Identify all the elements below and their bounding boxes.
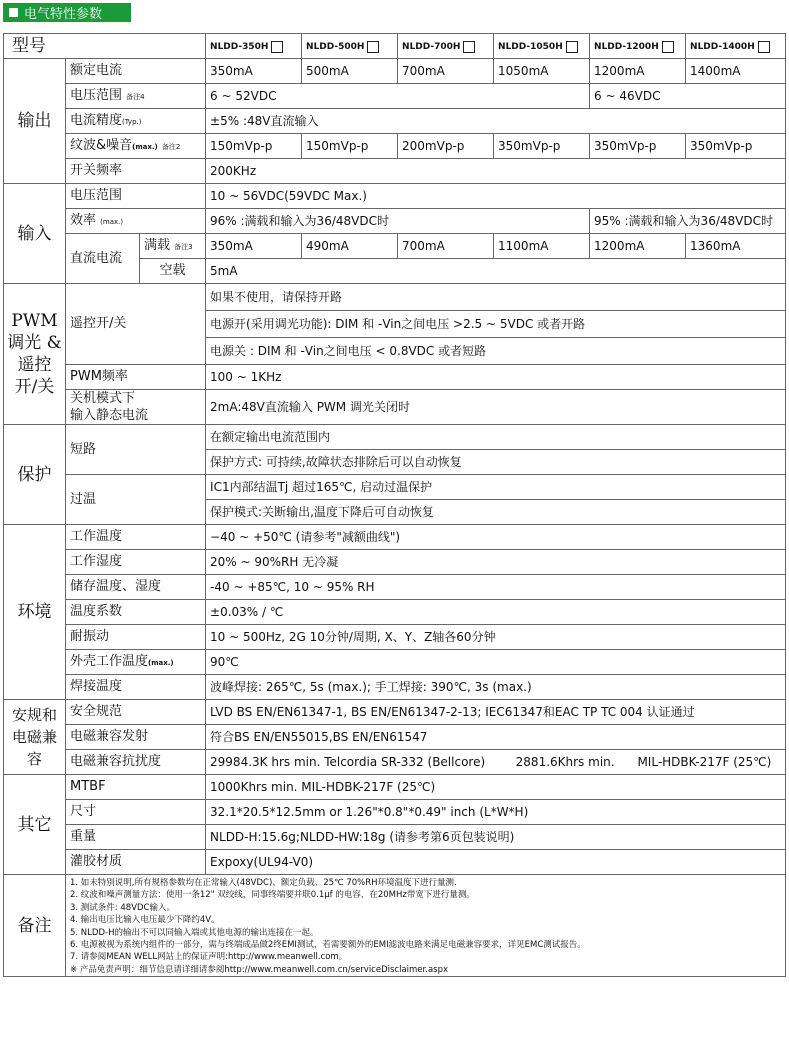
spec-label: MTBF: [66, 775, 206, 800]
spec-label: 灌胶材质: [66, 850, 206, 875]
spec-value: -40 ~ +85℃, 10 ~ 95% RH: [206, 575, 786, 600]
spec-label: 纹波&噪音(max.) 备注2: [66, 134, 206, 159]
spec-value: 1200mA: [590, 234, 686, 259]
spec-label: PWM频率: [66, 365, 206, 390]
spec-value: 保护模式:关断输出,温度下降后可自动恢复: [206, 500, 786, 525]
spec-value: 1100mA: [494, 234, 590, 259]
spec-value: 1050mA: [494, 59, 590, 84]
square-bullet-icon: [9, 8, 18, 17]
spec-label: 电磁兼容发射: [66, 725, 206, 750]
spec-value: 350mVp-p: [590, 134, 686, 159]
spec-value: 2mA:48V直流输入 PWM 调光关闭时: [206, 390, 786, 425]
model-cell: NLDD-700H: [398, 34, 494, 59]
checkbox-icon: [758, 41, 770, 53]
spec-label: 重量: [66, 825, 206, 850]
spec-value: 700mA: [398, 234, 494, 259]
spec-value: 波峰焊接: 265℃, 5s (max.); 手工焊接: 390℃, 3s (max.): [206, 675, 786, 700]
spec-sublabel: 满载 备注3: [140, 234, 206, 259]
spec-value: 符合BS EN/EN55015,BS EN/EN61547: [206, 725, 786, 750]
spec-label: 外壳工作温度(max.): [66, 650, 206, 675]
spec-label: 短路: [66, 425, 206, 475]
spec-value: 6 ~ 46VDC: [590, 84, 786, 109]
spec-label: 效率 (max.): [66, 209, 206, 234]
spec-table: [3, 33, 786, 977]
spec-value: 在额定输出电流范围内: [206, 425, 786, 450]
remark-line: 4. 输出电压比输入电压最少下降约4V。: [70, 915, 220, 926]
checkbox-icon: [566, 41, 578, 53]
spec-value: LVD BS EN/EN61347-1, BS EN/EN61347-2-13; IEC61347和EAC TP TC 004 认证通过: [206, 700, 786, 725]
spec-value: 1400mA: [686, 59, 786, 84]
spec-label: 储存温度、湿度: [66, 575, 206, 600]
spec-label: 额定电流: [66, 59, 206, 84]
remark-line: 3. 测试条件: 48VDC输入。: [70, 902, 175, 913]
spec-value: NLDD-H:15.6g;NLDD-HW:18g (请参考第6页包装说明): [206, 825, 786, 850]
category-remarks: 备注: [4, 875, 66, 977]
checkbox-icon: [662, 41, 674, 53]
spec-label: 工作湿度: [66, 550, 206, 575]
category-protection: 保护: [4, 425, 66, 525]
spec-label: 电磁兼容抗扰度: [66, 750, 206, 775]
spec-label: 电流精度(Typ.): [66, 109, 206, 134]
spec-value: 96% :满载和输入为36/48VDC时: [206, 209, 590, 234]
spec-value: 100 ~ 1KHz: [206, 365, 786, 390]
checkbox-icon: [271, 41, 283, 53]
spec-value: 保护方式: 可持续,故障状态排除后可以自动恢复: [206, 450, 786, 475]
checkbox-icon: [463, 41, 475, 53]
remark-line: 1. 如未特别说明,所有规格参数均在正常输入(48VDC)、额定负载、25℃ 70%RH环境温度下进行量测.: [70, 878, 457, 888]
spec-value: 500mA: [302, 59, 398, 84]
spec-value: 1360mA: [686, 234, 786, 259]
spec-label: 耐振动: [66, 625, 206, 650]
spec-value: IC1内部结温Tj 超过165℃, 启动过温保护: [206, 475, 786, 500]
model-cell: NLDD-1200H: [590, 34, 686, 59]
spec-value: 150mVp-p: [302, 134, 398, 159]
spec-label: 安全规范: [66, 700, 206, 725]
model-cell: NLDD-500H: [302, 34, 398, 59]
section-header: [3, 3, 131, 22]
remark-line: ※ 产品免责声明：细节信息请详细请参阅http://www.meanwell.com.cn/serviceDisclaimer.aspx: [70, 964, 449, 975]
remark-line: 5. NLDD-H的输出不可以同输入端或其他电源的输出连接在一起。: [70, 927, 319, 938]
model-row: [4, 34, 786, 59]
spec-value: Expoxy(UL94-V0): [206, 850, 786, 875]
spec-label: 温度系数: [66, 600, 206, 625]
spec-value: ±5% :48V直流输入: [206, 109, 786, 134]
spec-value: 29984.3K hrs min. Telcordia SR-332 (Bellcore) 2881.6Khrs min. MIL-HDBK-217F (25℃): [206, 750, 786, 775]
spec-value: −40 ~ +50℃ (请参考"减额曲线"): [206, 525, 786, 550]
spec-label: 电压范围 备注4: [66, 84, 206, 109]
spec-value: 490mA: [302, 234, 398, 259]
remark-line: 2. 纹波和噪声测量方法：使用一条12" 双绞线，同事终端要并联0.1μf 的电容，在20MHz带宽下进行量测。: [70, 890, 475, 901]
spec-value: 电源开(采用调光功能): DIM 和 -Vin之间电压 >2.5 ~ 5VDC 或者开路: [206, 311, 786, 338]
spec-label: 过温: [66, 475, 206, 525]
spec-value: 1200mA: [590, 59, 686, 84]
spec-label: 尺寸: [66, 800, 206, 825]
spec-label: 电压范围: [66, 184, 206, 209]
spec-value: ±0.03% / ℃: [206, 600, 786, 625]
spec-value: 200mVp-p: [398, 134, 494, 159]
spec-label: 关机模式下 输入静态电流: [66, 390, 206, 425]
category-output: 输出: [4, 59, 66, 184]
category-environment: 环境: [4, 525, 66, 700]
spec-value: 电源关 : DIM 和 -Vin之间电压 < 0.8VDC 或者短路: [206, 338, 786, 365]
spec-value: 150mVp-p: [206, 134, 302, 159]
model-cell: NLDD-1050H: [494, 34, 590, 59]
spec-value: 95% :满载和输入为36/48VDC时: [590, 209, 786, 234]
spec-value: 200KHz: [206, 159, 786, 184]
spec-value: 350mVp-p: [494, 134, 590, 159]
category-safety-emc: 安规和 电磁兼容: [4, 700, 66, 775]
spec-value: 10 ~ 500Hz, 2G 10分钟/周期, X、Y、Z轴各60分钟: [206, 625, 786, 650]
model-cell: NLDD-1400H: [686, 34, 786, 59]
spec-value: 350mA: [206, 59, 302, 84]
model-cell: NLDD-350H: [206, 34, 302, 59]
remarks-text: [66, 875, 786, 977]
spec-value: 1000Khrs min. MIL-HDBK-217F (25℃): [206, 775, 786, 800]
checkbox-icon: [367, 41, 379, 53]
spec-value: 5mA: [206, 259, 786, 284]
spec-value: 350mA: [206, 234, 302, 259]
category-pwm: PWM 调光 & 遥控 开/关: [4, 284, 66, 425]
spec-value: 700mA: [398, 59, 494, 84]
spec-value: 10 ~ 56VDC(59VDC Max.): [206, 184, 786, 209]
spec-label: 工作温度: [66, 525, 206, 550]
spec-value: 20% ~ 90%RH 无冷凝: [206, 550, 786, 575]
spec-label: 焊接温度: [66, 675, 206, 700]
spec-value: 90℃: [206, 650, 786, 675]
model-label: 型号: [4, 34, 206, 59]
section-title: 电气特性参数: [24, 7, 103, 22]
spec-label: 遥控开/关: [66, 284, 206, 365]
spec-label: 开关频率: [66, 159, 206, 184]
spec-value: 32.1*20.5*12.5mm or 1.26"*0.8"*0.49" inch (L*W*H): [206, 800, 786, 825]
spec-sublabel: 空载: [140, 259, 206, 284]
category-input: 输入: [4, 184, 66, 284]
spec-label: 直流电流: [66, 234, 140, 284]
category-other: 其它: [4, 775, 66, 875]
remark-line: 6. 电源被视为系统内组件的一部分，需与终端成品做2终EMI测试，若需要额外的EMI滤波电路来满足电磁兼容要求，详见EMC测试报告。: [70, 940, 586, 951]
spec-value: 6 ~ 52VDC: [206, 84, 590, 109]
spec-value: 350mVp-p: [686, 134, 786, 159]
spec-value: 如果不使用，请保持开路: [206, 284, 786, 311]
remark-line: 7. 请参阅MEAN WELL网站上的保证声明:http://www.meanwell.com。: [70, 952, 348, 963]
